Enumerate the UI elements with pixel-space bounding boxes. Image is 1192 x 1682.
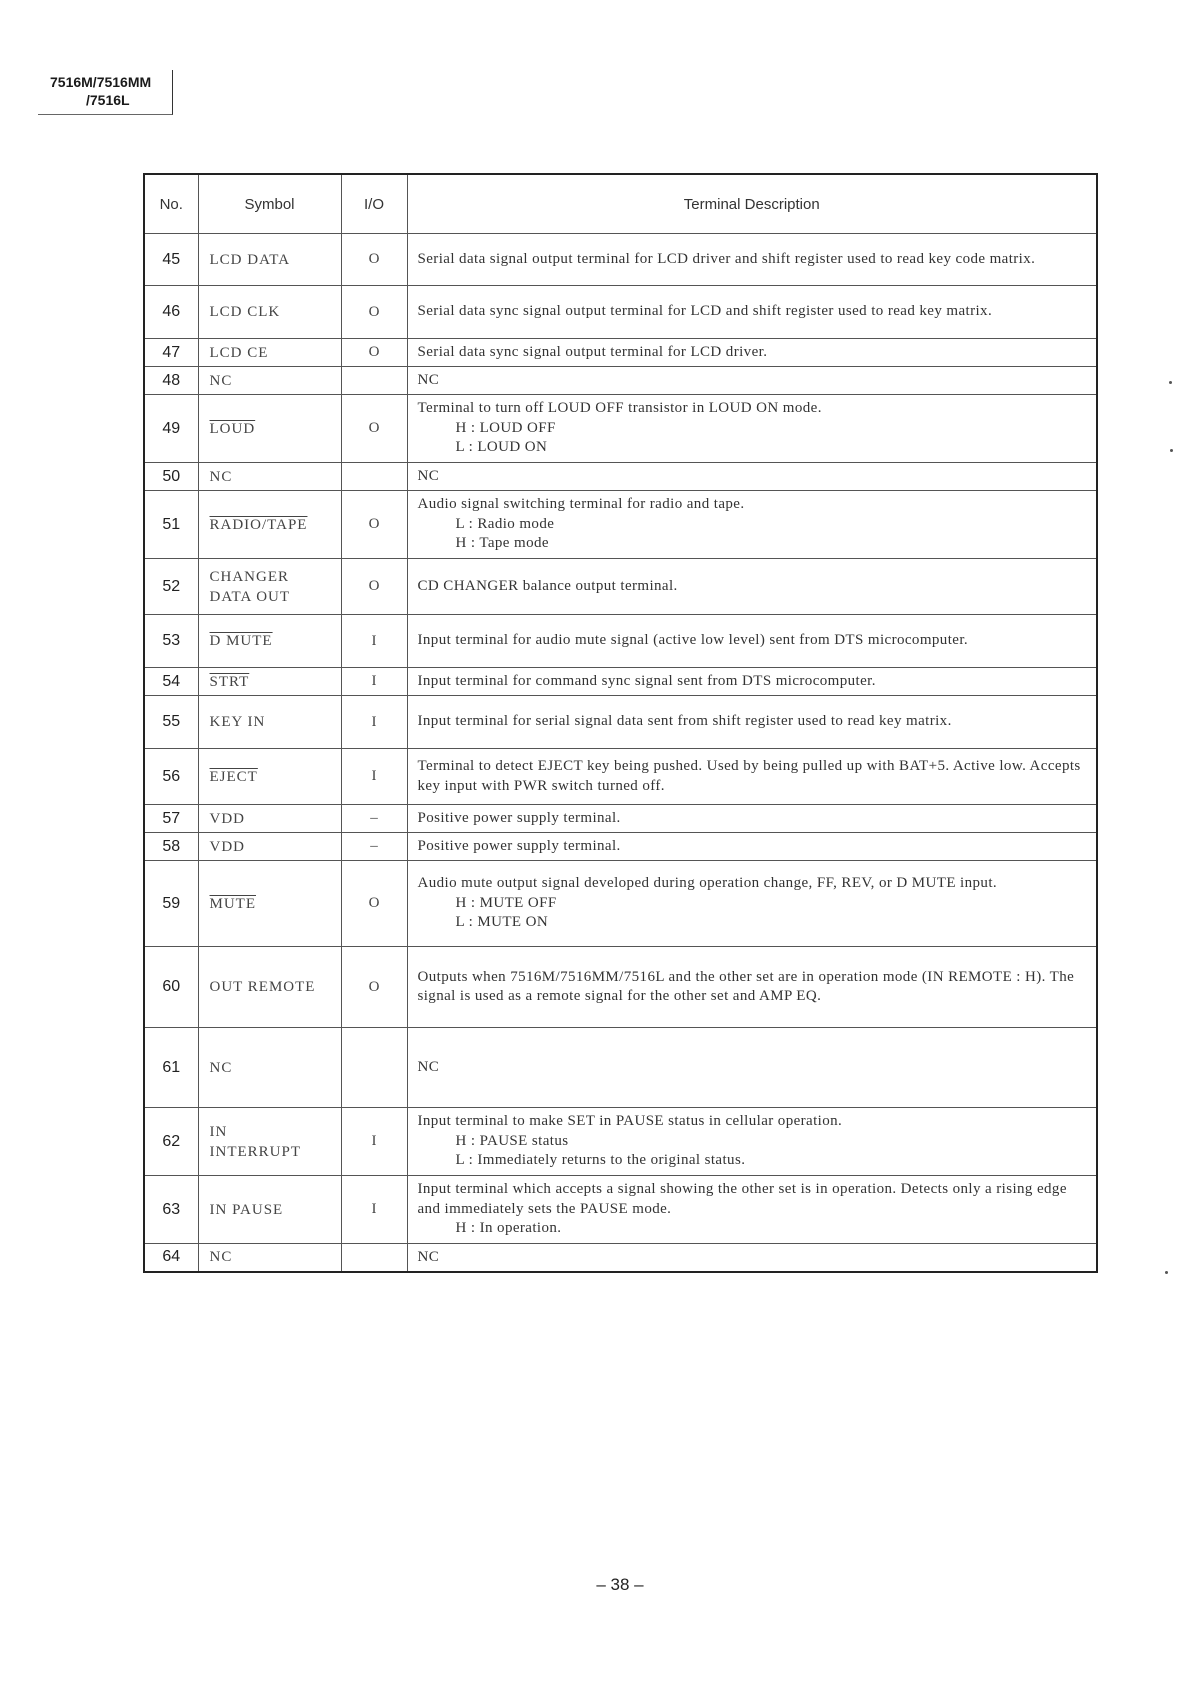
column-header-io: I/O bbox=[341, 174, 407, 234]
model-name-line2: /7516L bbox=[86, 92, 130, 108]
pin-symbol: VDD bbox=[198, 833, 341, 861]
table-row bbox=[144, 749, 1097, 805]
description-text: Serial data signal output terminal for LCD driver and shift register used to read key code matrix. bbox=[417, 250, 1036, 267]
pin-io bbox=[341, 1244, 407, 1272]
table-row bbox=[144, 615, 1097, 668]
description-text: Input terminal to make SET in PAUSE status in cellular operation. bbox=[417, 1113, 843, 1130]
table-row bbox=[144, 367, 1097, 395]
description-text: Positive power supply terminal. bbox=[417, 809, 621, 826]
column-header-symbol: Symbol bbox=[198, 174, 341, 234]
pin-description bbox=[407, 1028, 1097, 1108]
pin-description bbox=[407, 861, 1097, 947]
table-row bbox=[144, 696, 1097, 749]
pin-number: 61 bbox=[144, 1028, 198, 1108]
table-row bbox=[144, 395, 1097, 463]
description-text: Input terminal for serial signal data sent from shift register used to read key matrix. bbox=[417, 713, 952, 730]
description-text: Positive power supply terminal. bbox=[417, 837, 621, 854]
description-text: Input terminal which accepts a signal showing the other set is in operation. Detects only a rising edge and immediately sets the PAUSE mode. bbox=[417, 1181, 1067, 1217]
description-text: Terminal to turn off LOUD OFF transistor in LOUD ON mode. bbox=[417, 400, 822, 417]
pin-io: O bbox=[341, 491, 407, 559]
pin-io: O bbox=[341, 286, 407, 339]
description-text: Audio mute output signal developed during operation change, FF, REV, or D MUTE input. bbox=[417, 875, 998, 892]
pin-io: – bbox=[341, 805, 407, 833]
pin-io: O bbox=[341, 395, 407, 463]
pin-description-table bbox=[143, 173, 1098, 1273]
pin-symbol: NC bbox=[198, 367, 341, 395]
pin-description bbox=[407, 833, 1097, 861]
pin-description bbox=[407, 668, 1097, 696]
pin-number: 62 bbox=[144, 1108, 198, 1176]
pin-symbol: STRT bbox=[198, 668, 341, 696]
pin-symbol: IN PAUSE bbox=[198, 1176, 341, 1244]
pin-io bbox=[341, 1028, 407, 1108]
pin-io: O bbox=[341, 861, 407, 947]
pin-description bbox=[407, 1108, 1097, 1176]
pin-number: 50 bbox=[144, 463, 198, 491]
pin-number: 58 bbox=[144, 833, 198, 861]
pin-symbol: IN INTERRUPT bbox=[198, 1108, 341, 1176]
table-row bbox=[144, 947, 1097, 1028]
table-row bbox=[144, 1108, 1097, 1176]
pin-io: I bbox=[341, 1108, 407, 1176]
pin-symbol: LCD DATA bbox=[198, 234, 341, 286]
table-row bbox=[144, 339, 1097, 367]
pin-number: 56 bbox=[144, 749, 198, 805]
pin-number: 59 bbox=[144, 861, 198, 947]
pin-number: 55 bbox=[144, 696, 198, 749]
pin-io: O bbox=[341, 339, 407, 367]
pin-symbol: LCD CLK bbox=[198, 286, 341, 339]
description-text: Outputs when 7516M/7516MM/7516L and the other set are in operation mode (IN REMOTE : H). The signal is used as a remote signal for the other set and AMP EQ. bbox=[417, 968, 1075, 1004]
pin-number: 53 bbox=[144, 615, 198, 668]
table-row bbox=[144, 833, 1097, 861]
description-state-low: L : Radio mode bbox=[455, 515, 555, 532]
pin-symbol: NC bbox=[198, 1028, 341, 1108]
pin-io: I bbox=[341, 749, 407, 805]
pin-description bbox=[407, 696, 1097, 749]
pin-description bbox=[407, 1176, 1097, 1244]
pin-symbol: RADIO/TAPE bbox=[198, 491, 341, 559]
pin-description bbox=[407, 234, 1097, 286]
pin-number: 57 bbox=[144, 805, 198, 833]
scan-speck bbox=[1165, 1271, 1168, 1274]
table-row bbox=[144, 1028, 1097, 1108]
pin-description bbox=[407, 749, 1097, 805]
pin-symbol: LOUD bbox=[198, 395, 341, 463]
table-row bbox=[144, 491, 1097, 559]
pin-number: 45 bbox=[144, 234, 198, 286]
pin-symbol: VDD bbox=[198, 805, 341, 833]
pin-symbol: KEY IN bbox=[198, 696, 341, 749]
pin-description bbox=[407, 395, 1097, 463]
description-text: NC bbox=[417, 1248, 440, 1265]
table-row bbox=[144, 234, 1097, 286]
pin-symbol: CHANGER DATA OUT bbox=[198, 559, 341, 615]
description-text: Audio signal switching terminal for radio and tape. bbox=[417, 496, 745, 513]
pin-description bbox=[407, 491, 1097, 559]
description-state-low: L : Immediately returns to the original status. bbox=[455, 1152, 746, 1169]
pin-number: 64 bbox=[144, 1244, 198, 1272]
table-row bbox=[144, 559, 1097, 615]
description-text: Input terminal for command sync signal sent from DTS microcomputer. bbox=[417, 672, 876, 689]
scan-speck bbox=[1170, 449, 1173, 452]
description-text: NC bbox=[417, 371, 440, 388]
pin-io: I bbox=[341, 1176, 407, 1244]
pin-description bbox=[407, 559, 1097, 615]
pin-io: I bbox=[341, 615, 407, 668]
pin-description bbox=[407, 947, 1097, 1028]
pin-description bbox=[407, 805, 1097, 833]
scan-speck bbox=[1169, 381, 1172, 384]
column-header-description: Terminal Description bbox=[407, 174, 1097, 234]
pin-description bbox=[407, 339, 1097, 367]
pin-symbol: LCD CE bbox=[198, 339, 341, 367]
pin-description bbox=[407, 463, 1097, 491]
pin-symbol: NC bbox=[198, 463, 341, 491]
description-state-high: H : PAUSE status bbox=[455, 1132, 569, 1149]
pin-description bbox=[407, 367, 1097, 395]
pin-number: 63 bbox=[144, 1176, 198, 1244]
model-header bbox=[38, 70, 173, 115]
pin-number: 54 bbox=[144, 668, 198, 696]
description-state-low: L : LOUD ON bbox=[455, 439, 548, 456]
pin-io: – bbox=[341, 833, 407, 861]
pin-number: 51 bbox=[144, 491, 198, 559]
pin-number: 52 bbox=[144, 559, 198, 615]
pin-io: I bbox=[341, 668, 407, 696]
pin-description bbox=[407, 615, 1097, 668]
pin-description bbox=[407, 286, 1097, 339]
table-row bbox=[144, 286, 1097, 339]
pin-number: 47 bbox=[144, 339, 198, 367]
column-header-no: No. bbox=[144, 174, 198, 234]
pin-symbol: MUTE bbox=[198, 861, 341, 947]
pin-io bbox=[341, 463, 407, 491]
table-row bbox=[144, 463, 1097, 491]
description-state-low: L : MUTE ON bbox=[455, 914, 549, 931]
description-text: NC bbox=[417, 467, 440, 484]
description-text: Input terminal for audio mute signal (active low level) sent from DTS microcomputer. bbox=[417, 632, 969, 649]
pin-number: 60 bbox=[144, 947, 198, 1028]
pin-io bbox=[341, 367, 407, 395]
table-row bbox=[144, 1176, 1097, 1244]
table-row bbox=[144, 1244, 1097, 1272]
model-name-line1: 7516M/7516MM bbox=[50, 74, 152, 90]
description-text: Serial data sync signal output terminal for LCD driver. bbox=[417, 343, 768, 360]
pin-io: O bbox=[341, 559, 407, 615]
pin-io: O bbox=[341, 234, 407, 286]
description-text: Serial data sync signal output terminal for LCD and shift register used to read key matrix. bbox=[417, 303, 993, 320]
description-state-high: H : Tape mode bbox=[455, 535, 549, 552]
pin-symbol: OUT REMOTE bbox=[198, 947, 341, 1028]
pin-symbol: EJECT bbox=[198, 749, 341, 805]
description-state-high: H : In operation. bbox=[455, 1220, 562, 1237]
table-header-row bbox=[144, 174, 1097, 234]
pin-number: 49 bbox=[144, 395, 198, 463]
description-text: Terminal to detect EJECT key being pushed. Used by being pulled up with BAT+5. Active low. Accepts key input with PWR switch turned off. bbox=[417, 758, 1081, 794]
pin-number: 48 bbox=[144, 367, 198, 395]
table-row bbox=[144, 668, 1097, 696]
pin-number: 46 bbox=[144, 286, 198, 339]
pin-io: I bbox=[341, 696, 407, 749]
table-row bbox=[144, 805, 1097, 833]
pin-symbol: NC bbox=[198, 1244, 341, 1272]
pin-io: O bbox=[341, 947, 407, 1028]
description-state-high: H : MUTE OFF bbox=[455, 894, 557, 911]
table-row bbox=[144, 861, 1097, 947]
page-number: – 38 – bbox=[596, 1575, 644, 1594]
pin-symbol: D MUTE bbox=[198, 615, 341, 668]
description-text: NC bbox=[417, 1058, 440, 1075]
description-text: CD CHANGER balance output terminal. bbox=[417, 577, 678, 594]
pin-description bbox=[407, 1244, 1097, 1272]
description-state-high: H : LOUD OFF bbox=[455, 419, 556, 436]
